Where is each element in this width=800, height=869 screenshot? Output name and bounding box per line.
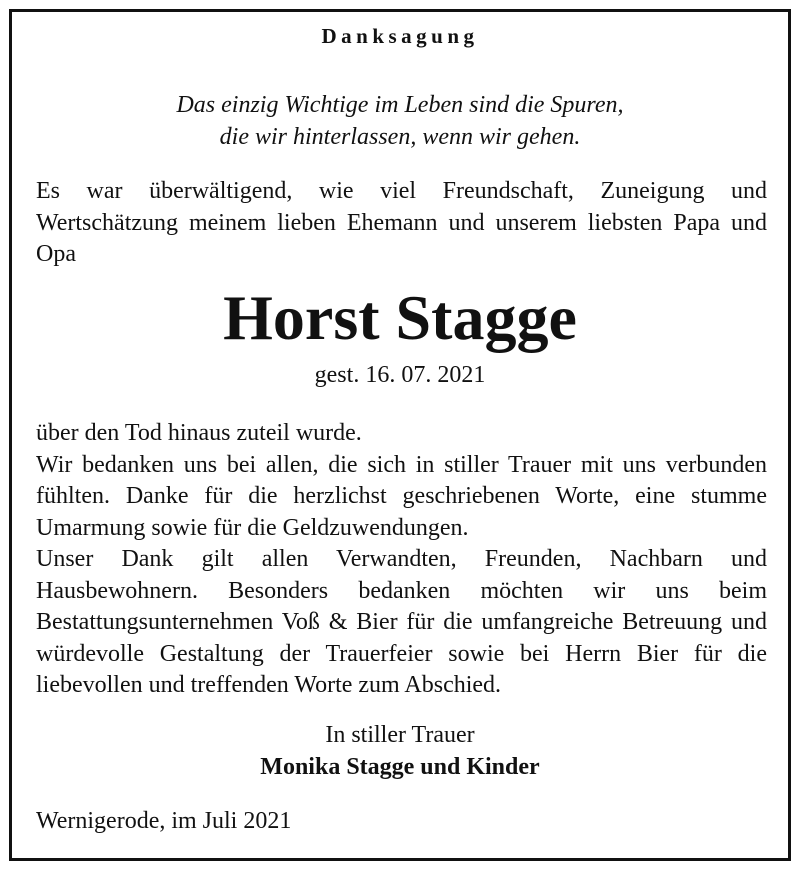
notice-heading: Danksagung — [321, 24, 479, 48]
signers: Monika Stagge und Kinder — [260, 754, 540, 780]
quote-line-1: Das einzig Wichtige im Leben sind die Spuren, — [176, 92, 624, 118]
thanks-body — [36, 418, 767, 702]
deceased-name: Horst Stagge — [223, 282, 577, 353]
intro-paragraph: Es war überwältigend, wie viel Freundschaft, Zuneigung und Wertschätzung meinem lieben Ehemann und unserem liebsten Papa und Opa — [36, 178, 767, 267]
quote-line-2: die wir hinterlassen, wenn wir gehen. — [219, 124, 581, 150]
body-paragraph-3: Unser Dank gilt allen Verwandten, Freunden, Nachbarn und Hausbewohnern. Besonders bedanken möchten wir uns beim Bestattungsunternehmen Voß & Bier für die umfangreiche Betreuung und würdevolle Gestaltung der Trauerfeier sowie bei Herrn Bier für die liebevollen und treffenden Worte zum Abschied. — [36, 546, 767, 698]
mourning-line: In stiller Trauer — [325, 722, 475, 748]
date-of-death: gest. 16. 07. 2021 — [314, 362, 486, 388]
body-paragraph-2: Wir bedanken uns bei allen, die sich in stiller Trauer mit uns verbunden fühlten. Danke für die herzlichst geschriebenen Worte, eine stumme Umarmung sowie für die Geldzuwendungen. — [36, 451, 767, 541]
quote — [0, 89, 800, 153]
body-line-1: über den Tod hinaus zuteil wurde. — [36, 420, 362, 446]
place-date: Wernigerode, im Juli 2021 — [36, 808, 292, 834]
